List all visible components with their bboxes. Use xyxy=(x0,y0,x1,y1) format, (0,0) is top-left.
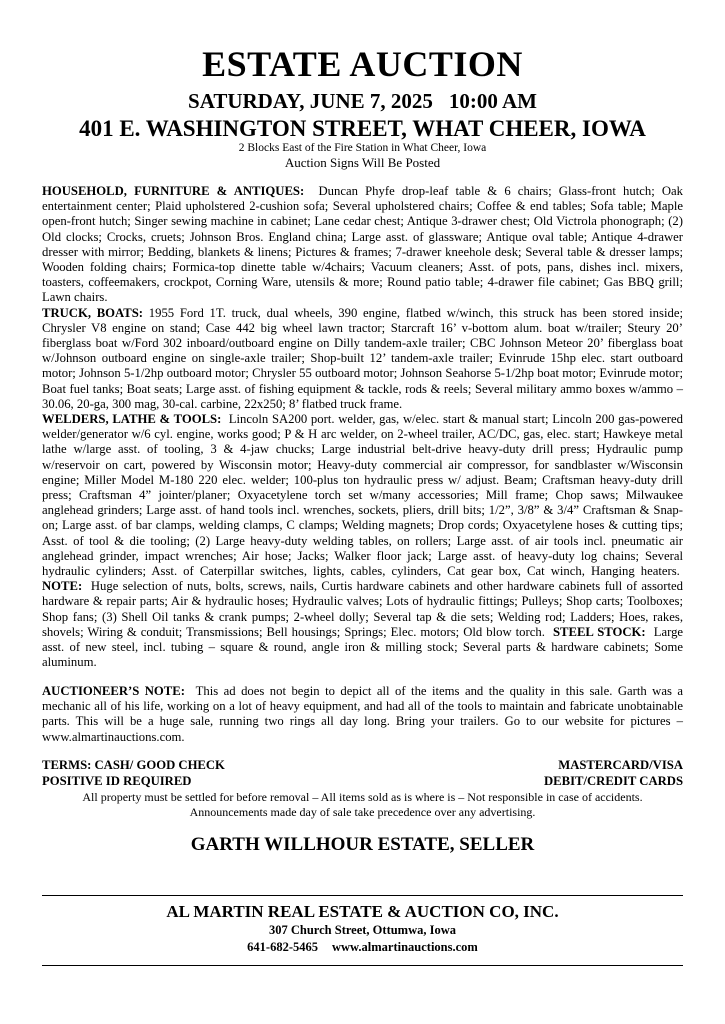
household-heading: HOUSEHOLD, FURNITURE & ANTIQUES: xyxy=(42,184,305,198)
auction-time: 10:00 AM xyxy=(448,89,537,113)
truck-heading: TRUCK, BOATS: xyxy=(42,305,144,320)
directions-text: 2 Blocks East of the Fire Station in What Cheer, Iowa xyxy=(238,142,487,154)
terms-debit: DEBIT/CREDIT CARDS xyxy=(543,773,683,788)
steel-text: Large asst. of new steel, incl. tubing – square & round, angle iron & milling stock; Several parts & hardware cabinets; Some aluminum. xyxy=(42,624,684,670)
welders-heading: WELDERS, LATHE & TOOLS: xyxy=(42,412,222,427)
company-name: AL MARTIN REAL ESTATE & AUCTION CO, INC. xyxy=(166,902,559,921)
auction-date: SATURDAY, JUNE 7, 2025 xyxy=(188,89,433,113)
page-title: ESTATE AUCTION xyxy=(202,44,523,84)
welders-section xyxy=(42,412,683,670)
divider-bottom xyxy=(42,965,683,966)
auction-address: 401 E. WASHINGTON STREET, WHAT CHEER, IOWA xyxy=(79,116,646,141)
steel-heading: STEEL STOCK: xyxy=(552,624,646,639)
household-text: Duncan Phyfe drop-leaf table & 6 chairs; Glass-front hutch; Oak entertainment center; Plaid upholstered 2-cushion sofa; Several upholstered chairs; Coffee & end tables; Sofa table; Maple open-front hutch; Singer sewing machine in cabinet; Lane cedar chest; Antique 3-drawer chest; Old Victrola phonograph; (2) Old clocks; Crocks, cruets; Johnson Bros. England china; Large asst. of glassware; Antique oval table; Antique 4-drawer dresser with mirror; Bedding, blankets & linens; Pictures & frames; 7-drawer kneehole desk; Several table & dresser lamps; Wooden folding chairs; Formica-top dinette table w/4chairs; Vacuum cleaners; Asst. of pots, pans, dishes incl. mixers, toasters, coffeemakers, crockpot, Corning Ware, utensils & more; Round patio table; 4-drawer file cabinet; Gas BBQ grill; Lawn chairs. xyxy=(42,184,684,305)
divider-top xyxy=(42,895,683,896)
company-contact xyxy=(0,940,725,955)
truck-section xyxy=(42,306,683,412)
fine-print-line-2: Announcements made day of sale take precedence over any advertising. xyxy=(189,804,536,819)
auctioneer-note-text: This ad does not begin to depict all of the items and the quality in this sale. Garth was a mechanic all of his life, working on a lot of heavy equipment, and had all of the tools to maintain and fabricate unobtainable parts. This will be a huge sale, running two rings all day long. Bring your trailers. Go to our website for pictures – www.almartinauctions.com. xyxy=(42,684,683,744)
fine-print-line-1: All property must be settled for before removal – All items sold as is where is – Not responsible in case of accidents. xyxy=(82,790,643,804)
terms-id: POSITIVE ID REQUIRED xyxy=(42,773,192,788)
item-listing xyxy=(42,184,683,671)
seller-name: GARTH WILLHOUR ESTATE, SELLER xyxy=(190,834,535,855)
fine-print xyxy=(30,790,695,819)
company-website: www.almartinauctions.com xyxy=(332,940,478,954)
payment-terms xyxy=(42,758,683,789)
terms-cash: TERMS: CASH/ GOOD CHECK xyxy=(42,758,225,772)
auctioneer-note-heading: AUCTIONEER’S NOTE: xyxy=(42,684,185,698)
truck-text: 1955 Ford 1T. truck, dual wheels, 390 engine, flatbed w/winch, this struck has been stored inside; Chrysler V8 engine on stand; Case 442 big wheel lawn tractor; Starcraft 16’ v-bottom alum. boat w/trailer; Steury 20’ fiberglass boat w/Ford 302 inboard/outboard engine on Dilly tandem-axle trailer; CBC Johnson Meteor 20’ fiberglass boat w/Johnson outboard engine on single-axle trailer; Shop-built 12’ tandem-axle trailer; Evinrude 15hp elec. start outboard motor; Johnson 5-1/2hp outboard motor; Chrysler 55 outboard motor; Johnson Seahorse 5-1/2hp boat motor; Evinrude motor; Boat fuel tanks; Boat seats; Large asst. of fishing equipment & tackle, rods & reels; Several military ammo boxes w/ammo – 30.06, 20-ga, 300 mag, 30-cal. carbine, 22x250; 8’ flatbed truck frame. xyxy=(42,305,683,411)
auctioneer-note xyxy=(42,684,683,745)
terms-cards: MASTERCARD/VISA xyxy=(558,758,683,772)
signs-text: Auction Signs Will Be Posted xyxy=(284,155,441,170)
terms-row-2 xyxy=(42,774,683,790)
auction-date-line xyxy=(0,89,725,113)
note-heading: NOTE: xyxy=(42,579,83,594)
company-phone: 641-682-5465 xyxy=(247,940,318,954)
note-text: Huge selection of nuts, bolts, screws, nails, Curtis hardware cabinets and other hardware cabinets full of assorted hardware & repair parts; Air & hydraulic hoses; Hydraulic valves; Lots of hydraulic fittings; Pulleys; Shop carts; Toolboxes; Shop fans; (3) Shell Oil tanks & crank pumps; 2-wheel dolly; Several tap & die sets; Welding rod; Ladders; Hoes, rakes, shovels; Wiring & conduit; Transmissions; Bell housings; Springs; Elec. motors; Old blow torch. xyxy=(42,579,684,639)
household-section xyxy=(42,184,683,306)
company-address: 307 Church Street, Ottumwa, Iowa xyxy=(268,923,457,937)
welders-text: Lincoln SA200 port. welder, gas, w/elec. start & manual start; Lincoln 200 gas-powered welder/generator w/6 cyl. engine, works good; P & H arc welder, on 2-wheel trailer, AC/DC, gas, elec. start; Hawkeye metal lathe w/large asst. of tooling, 3 & 4-jaw chucks; Large industrial belt-drive heavy-duty drill press; Hydraulic pump w/reservoir on cart, powered by Wisconsin motor; Heavy-duty commercial air compressor, for sandblaster w/Wisconsin engine; Miller Model M-180 220 elec. welder; 100-plus ton hydraulic press w/ adjust. Beam; Craftsman heavy-duty drill press; Craftsman 4” jointer/planer; Oxyacetylene torch set w/many accessories; Mill frame; Chop saws; Milwaukee anglehead grinders; Large asst. of hand tools incl. wrenches, sockets, pliers, drill bits; 1/2”, 3/8” & 3/4” Craftsman & Snap-on; Large asst. of bar clamps, welding clamps, C clamps; Welding magnets; Drop cords; Oxyacetylene hoses & cutting tips; Asst. of tool & die tooling; (2) Large heavy-duty welding tables, on rollers; Large asst. of air tools incl. pneumatic air anglehead grinder, impact wrenches; Air hose; Jacks; Walker floor jack; Large asst. of heavy-duty log chains; Several hydraulic cylinders; Asst. of Caterpillar switches, lights, cables, cylinders, Cat gear box, Cat winch, Hanging heaters. xyxy=(42,412,683,579)
terms-row-1 xyxy=(42,758,683,774)
